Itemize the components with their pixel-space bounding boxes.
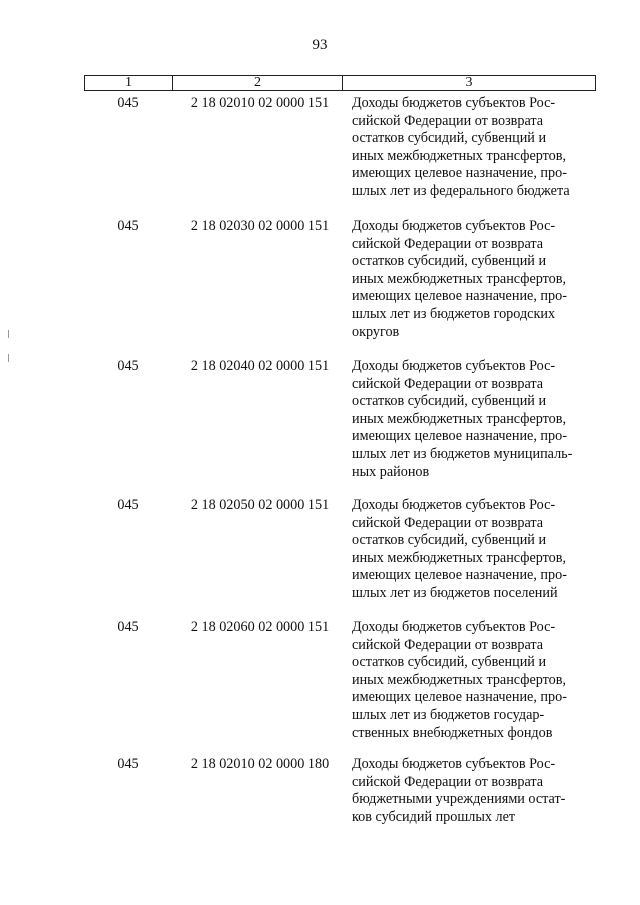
description-line: сийской Федерации от возврата <box>352 375 544 392</box>
admin-code: 045 <box>117 497 139 513</box>
description-line: имеющих целевое назначение, про- <box>352 428 567 445</box>
description-line: шлых лет из бюджетов государ- <box>352 706 545 723</box>
description-line: Доходы бюджетов субъектов Рос- <box>352 218 556 234</box>
row-description <box>352 756 592 826</box>
kbk-code: 2 18 02010 02 0000 151 <box>190 95 330 111</box>
kbk-code: 2 18 02040 02 0000 151 <box>190 358 330 374</box>
description-line: имеющих целевое назначение, про- <box>352 567 567 584</box>
description-line: иных межбюджетных трансфертов, <box>352 270 567 287</box>
row-description <box>352 619 592 742</box>
description-line: иных межбюджетных трансфертов, <box>352 147 567 164</box>
description-line: Доходы бюджетов субъектов Рос- <box>352 95 556 111</box>
description-line: сийской Федерации от возврата <box>352 636 544 653</box>
description-line: ных районов <box>352 463 430 480</box>
description-line: ков субсидий прошлых лет <box>352 808 516 825</box>
description-line: остатков субсидий, субвенций и <box>352 393 547 410</box>
description-line: иных межбюджетных трансфертов, <box>352 671 567 688</box>
kbk-code: 2 18 02030 02 0000 151 <box>190 218 330 234</box>
row-description <box>352 95 592 201</box>
row-description <box>352 358 592 481</box>
description-line: имеющих целевое назначение, про- <box>352 288 567 305</box>
description-line: остатков субсидий, субвенций и <box>352 130 547 147</box>
description-line: Доходы бюджетов субъектов Рос- <box>352 619 556 635</box>
description-line: округов <box>352 323 400 340</box>
description-line: сийской Федерации от возврата <box>352 235 544 252</box>
kbk-code: 2 18 02010 02 0000 180 <box>190 756 330 772</box>
row-description <box>352 497 592 603</box>
kbk-code: 2 18 02050 02 0000 151 <box>190 497 330 513</box>
admin-code: 045 <box>117 95 139 111</box>
description-line: остатков субсидий, субвенций и <box>352 253 547 270</box>
description-line: сийской Федерации от возврата <box>352 514 544 531</box>
row-description <box>352 218 592 341</box>
admin-code: 045 <box>117 619 139 635</box>
scan-margin-mark <box>8 354 9 362</box>
description-line: остатков субсидий, субвенций и <box>352 532 547 549</box>
description-line: сийской Федерации от возврата <box>352 773 544 790</box>
header-col-1: 1 <box>85 76 173 90</box>
description-line: Доходы бюджетов субъектов Рос- <box>352 756 556 772</box>
description-line: ственных внебюджетных фондов <box>352 724 553 741</box>
scan-margin-mark <box>8 330 9 338</box>
description-line: шлых лет из бюджетов городских <box>352 305 556 322</box>
description-line: имеющих целевое назначение, про- <box>352 689 567 706</box>
header-col-3: 3 <box>465 75 473 90</box>
description-line: шлых лет из бюджетов поселений <box>352 584 558 601</box>
description-line: Доходы бюджетов субъектов Рос- <box>352 358 556 374</box>
header-col-2: 2 <box>173 76 343 90</box>
description-line: остатков субсидий, субвенций и <box>352 654 547 671</box>
description-line: иных межбюджетных трансфертов, <box>352 410 567 427</box>
page-number: 93 <box>312 37 328 53</box>
description-line: сийской Федерации от возврата <box>352 112 544 129</box>
admin-code: 045 <box>117 756 139 772</box>
description-line: шлых лет из бюджетов муниципаль- <box>352 445 573 462</box>
description-line: имеющих целевое назначение, про- <box>352 165 567 182</box>
admin-code: 045 <box>117 358 139 374</box>
description-line: бюджетными учреждениями остат- <box>352 791 566 808</box>
description-line: Доходы бюджетов субъектов Рос- <box>352 497 556 513</box>
table-header <box>84 75 596 91</box>
description-line: иных межбюджетных трансфертов, <box>352 549 567 566</box>
admin-code: 045 <box>117 218 139 234</box>
kbk-code: 2 18 02060 02 0000 151 <box>190 619 330 635</box>
description-line: шлых лет из федерального бюджета <box>352 182 570 199</box>
